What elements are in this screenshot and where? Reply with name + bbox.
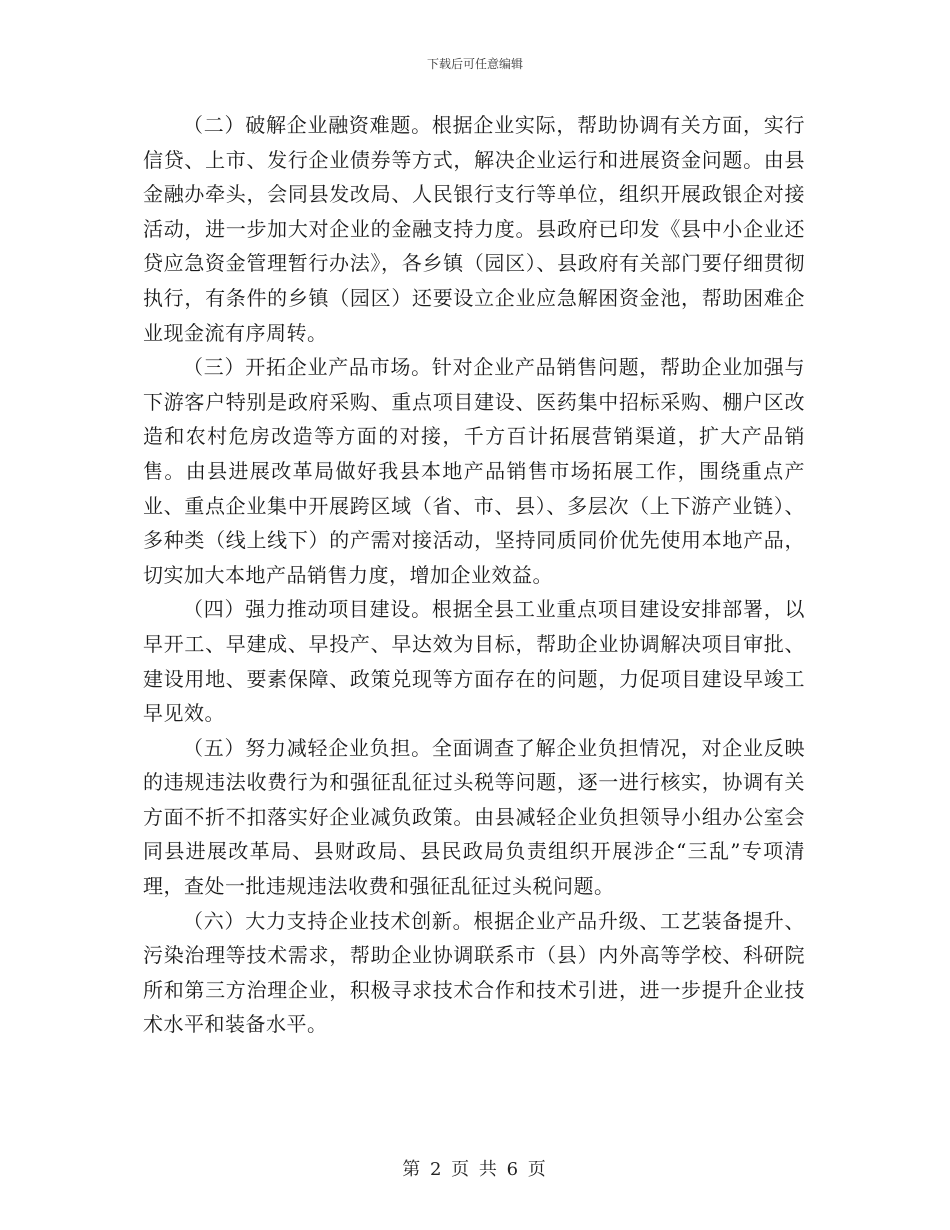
paragraph-financing: （二）破解企业融资难题。根据企业实际，帮助协调有关方面，实行信贷、上市、发行企业债券等方式，解决企业运行和进展资金问题。由县金融办牵头，会同县发改局、人民银行支行等单位，组织开展政银企对接活动，进一步加大对企业的金融支持力度。县政府已印发《县中小企业还贷应急资金管理暂行办法》，各乡镇（园区）、县政府有关部门要仔细贯彻执行，有条件的乡镇（园区）还要设立企业应急解困资金池，帮助困难企业现金流有序周转。	[143, 113, 805, 345]
header-note: 下载后可任意编辑	[426, 57, 523, 71]
paragraph-projects: （四）强力推动项目建设。根据全县工业重点项目建设安排部署，以早开工、早建成、早投产、早达效为目标，帮助企业协调解决项目审批、建设用地、要素保障、政策兑现等方面存在的问题，力促项目建设早竣工早见效。	[143, 597, 805, 726]
paragraph-market: （三）开拓企业产品市场。针对企业产品销售问题，帮助企业加强与下游客户特别是政府采购、重点项目建设、医药集中招标采购、棚户区改造和农村危房改造等方面的对接，千方百计拓展营销渠道，扩大产品销售。由县进展改革局做好我县本地产品销售市场拓展工作，围绕重点产业、重点企业集中开展跨区域（省、市、县）、多层次（上下游产业链）、多种类（线上线下）的产需对接活动，坚持同质同价优先使用本地产品，切实加大本地产品销售力度，增加企业效益。	[143, 355, 805, 587]
paragraph-burden: （五）努力减轻企业负担。全面调查了解企业负担情况，对企业反映的违规违法收费行为和强征乱征过头税等问题，逐一进行核实，协调有关方面不折不扣落实好企业减负政策。由县减轻企业负担领导小组办公室会同县进展改革局、县财政局、县民政局负责组织开展涉企“三乱”专项清理，查处一批违规违法收费和强征乱征过头税问题。	[143, 735, 805, 899]
page-number: 第 2 页 共 6 页	[402, 1159, 548, 1180]
document-body	[143, 108, 805, 1042]
paragraph-innovation: （六）大力支持企业技术创新。根据企业产品升级、工艺装备提升、污染治理等技术需求，帮助企业协调联系市（县）内外高等学校、科研院所和第三方治理企业，积极寻求技术合作和技术引进，进一步提升企业技术水平和装备水平。	[143, 908, 805, 1037]
